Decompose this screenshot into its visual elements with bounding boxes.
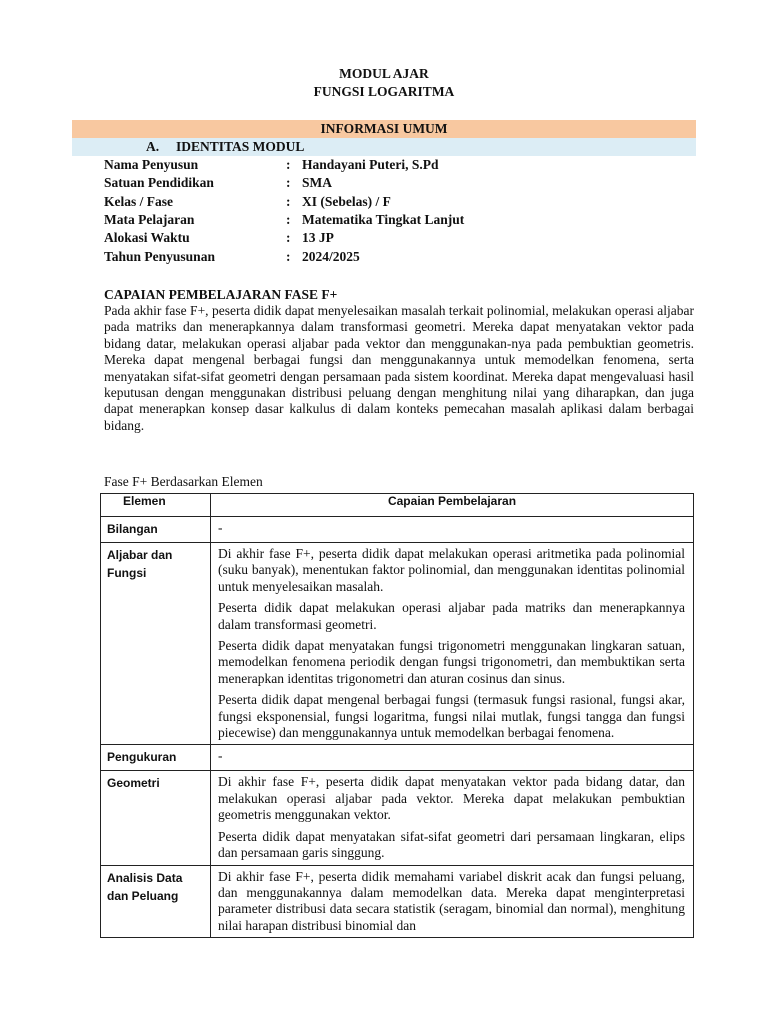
table-row: [101, 745, 694, 771]
identity-label: Nama Penyusun: [104, 157, 199, 172]
table-row: [101, 865, 694, 938]
identity-row: [104, 193, 696, 211]
capaian-cell: [211, 745, 694, 771]
capaian-text: Peserta didik dapat menyatakan sifat-sifat geometri dari persamaan lingkaran, elips dan persamaan garis singgung.: [218, 828, 685, 861]
capaian-text: Di akhir fase F+, peserta didik memahami variabel diskrit acak dan fungsi peluang, dan menggunakannya dalam memodelkan data. Mereka dapat menginterpretasi parameter distribusi data secara statistik (seragam, binomial dan normal), menghitung nilai harapan distribusi binomial dan: [218, 868, 685, 933]
section-a-header: [72, 138, 696, 156]
identity-row: [104, 248, 696, 266]
element-cell: Bilangan: [101, 517, 211, 543]
identity-value: 13 JP: [302, 230, 334, 245]
header-elemen: Elemen: [101, 494, 211, 517]
document-title: MODUL AJAR: [339, 66, 429, 81]
identity-value: SMA: [302, 175, 332, 190]
capaian-table: [100, 493, 694, 938]
capaian-paragraph: Pada akhir fase F+, peserta didik dapat menyelesaikan masalah terkait polinomial, melakukan operasi aljabar pada matriks dan menerapkannya dalam transformasi geometri. Mereka dapat menyatakan vektor pada bidang datar, melakukan operasi aljabar pada vektor dan menggunakan-nya pada pembuktian geometris. Mereka dapat mengenal berbagai fungsi dan menggunakannya untuk memodelkan fenomena, serta menyatakan sifat-sifat geometri dengan persamaan pada sistem koordinat. Mereka dapat mengevaluasi hasil keputusan dengan menggunakan distribusi peluang dengan menghitung nilai yang diharapkan, dan juga dapat menerapkan konsep dasar kalkulus di dalam konteks pemecahan masalah aplikasi dalam berbagai bidang.: [104, 303, 694, 433]
capaian-text: Peserta didik dapat mengenal berbagai fungsi (termasuk fungsi rasional, fungsi akar, fungsi eksponensial, fungsi logaritma, fungsi nilai mutlak, fungsi tangga dan fungsi piecewise) dan menggunakannya untuk memodelkan berbagai fenomena.: [218, 692, 685, 741]
identity-colon: :: [286, 175, 291, 190]
identity-label: Tahun Penyusunan: [104, 249, 215, 264]
info-umum-label: INFORMASI UMUM: [320, 121, 448, 136]
element-cell: Aljabar dan Fungsi: [101, 543, 211, 745]
capaian-cell: [211, 771, 694, 865]
info-umum-bar: [72, 120, 696, 138]
identity-value: Handayani Puteri, S.Pd: [302, 157, 439, 172]
identity-colon: :: [286, 194, 291, 209]
capaian-heading: CAPAIAN PEMBELAJARAN FASE F+: [104, 287, 338, 302]
table-row: [101, 517, 694, 543]
capaian-text: -: [218, 520, 223, 535]
capaian-cell: [211, 865, 694, 938]
identity-label: Satuan Pendidikan: [104, 175, 214, 190]
table-header-row: [101, 494, 694, 517]
table-row: [101, 771, 694, 865]
identity-row: [104, 229, 696, 247]
identity-colon: :: [286, 249, 291, 264]
capaian-cell: [211, 543, 694, 745]
table-caption: Fase F+ Berdasarkan Elemen: [104, 474, 263, 489]
identity-value: XI (Sebelas) / F: [302, 194, 391, 209]
capaian-text: Peserta didik dapat menyatakan fungsi trigonometri menggunakan lingkaran satuan, memodelkan fenomena periodik dengan fungsi trigonometri, dan membuktikan serta menerapkan identitas trigonometri dan aturan cosinus dan sinus.: [218, 638, 685, 686]
identity-value: 2024/2025: [302, 249, 360, 264]
identity-label: Kelas / Fase: [104, 194, 173, 209]
identity-colon: :: [286, 212, 291, 227]
identity-label: Alokasi Waktu: [104, 230, 190, 245]
capaian-cell: [211, 517, 694, 543]
capaian-text: Peserta didik dapat melakukan operasi aljabar pada matriks dan menerapkannya dalam transformasi geometri.: [218, 600, 685, 632]
capaian-text: Di akhir fase F+, peserta didik dapat menyatakan vektor pada bidang datar, dan melakukan operasi aljabar pada vektor. Mereka dapat melakukan pembuktian geometris menggunakan vektor.: [218, 774, 685, 823]
identity-value: Matematika Tingkat Lanjut: [302, 212, 465, 227]
identity-row: [104, 156, 696, 174]
identity-row: [104, 174, 696, 192]
identity-label: Mata Pelajaran: [104, 212, 195, 227]
identity-colon: :: [286, 230, 291, 245]
document-subtitle: FUNGSI LOGARITMA: [313, 84, 455, 99]
identity-colon: :: [286, 157, 291, 172]
capaian-text: -: [218, 748, 223, 764]
capaian-text: Di akhir fase F+, peserta didik dapat melakukan operasi aritmetika pada polinomial (suku banyak), menentukan faktor polinomial, dan menggunakan identitas polinomial untuk menyelesaikan masalah.: [218, 546, 685, 594]
section-a-title: IDENTITAS MODUL: [176, 139, 305, 154]
section-a-letter: A.: [146, 139, 160, 154]
header-capaian: Capaian Pembelajaran: [211, 494, 694, 517]
table-row: [101, 543, 694, 745]
element-cell: Pengukuran: [101, 745, 211, 771]
identity-row: [104, 211, 696, 229]
element-cell: Geometri: [101, 771, 211, 865]
element-cell: Analisis Data dan Peluang: [101, 865, 211, 938]
